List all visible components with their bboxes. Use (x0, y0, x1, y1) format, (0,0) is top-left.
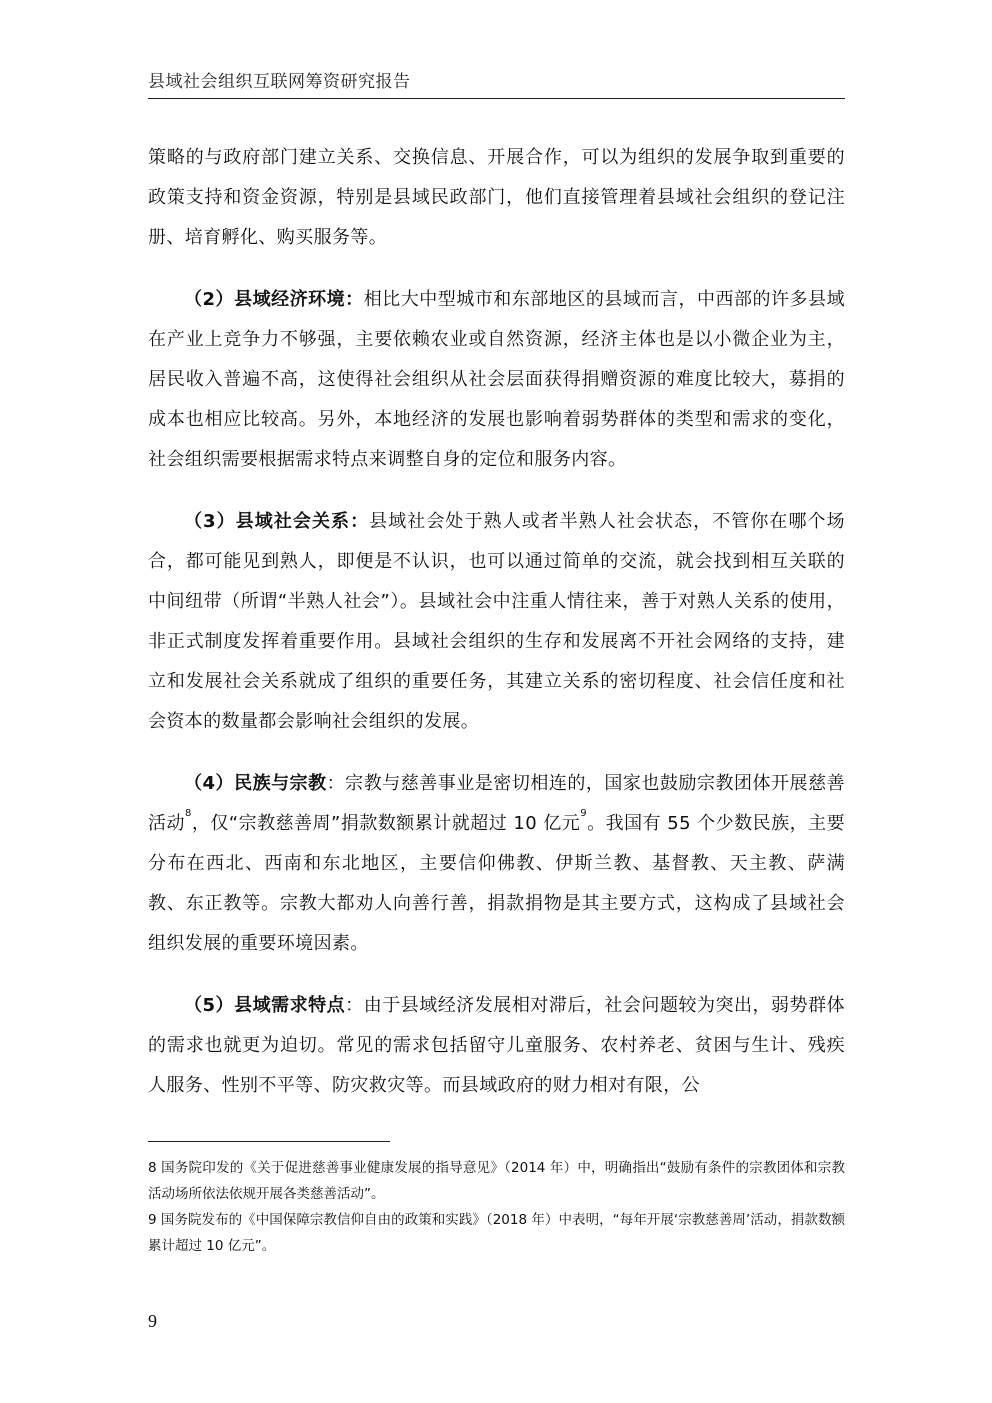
paragraph-demand-features (148, 986, 845, 1106)
footnote-ref-8[interactable]: 8 (184, 808, 192, 819)
footnotes (148, 1155, 845, 1259)
paragraph-text: ，仅“宗教慈善周”捐款数额累计就超过 10 亿元 (191, 813, 581, 834)
footnote-divider (148, 1141, 390, 1142)
body-text (148, 138, 845, 1128)
footnote-8: 8 国务院印发的《关于促进慈善事业健康发展的指导意见》（2014 年）中，明确指出“鼓励有条件的宗教团体和宗教活动场所依法依规开展各类慈善活动”。 (148, 1160, 845, 1202)
paragraph-heading: （2）县域经济环境： (184, 289, 364, 310)
paragraph-social-relations (148, 502, 845, 742)
paragraph-text: 策略的与政府部门建立关系、交换信息、开展合作，可以为组织的发展争取到重要的政策支持和资金资源，特别是县域民政部门，他们直接管理着县域社会组织的登记注册、培育孵化、购买服务等。 (148, 147, 845, 248)
paragraph-text: ：由于县域经济发展相对滞后，社会问题较为突出，弱势群体的需求也就更为迫切。常见的需求包括留守儿童服务、农村养老、贫困与生计、残疾人服务、性别不平等、防灾救灾等。而县域政府的财力相对有限，公 (148, 995, 845, 1096)
footnote-9: 9 国务院发布的《中国保障宗教信仰自由的政策和实践》（2018 年）中表明，“每年开展‘宗教慈善周’活动，捐款数额累计超过 10 亿元”。 (148, 1212, 845, 1254)
report-title: 县域社会组织互联网筹资研究报告 (148, 72, 411, 92)
paragraph-ethnicity-religion (148, 764, 845, 964)
paragraph-text: 。我国有 55 个少数民族，主要分布在西北、西南和东北地区，主要信仰佛教、伊斯兰教、基督教、天主教、萨满教、东正教等。宗教大都劝人向善行善，捐款捐物是其主要方式，这构成了县域社会组织发展的重要环境因素。 (148, 813, 845, 954)
paragraph-heading: （5）县域需求特点 (184, 995, 346, 1016)
paragraph-economic-environment (148, 280, 845, 480)
footnote-ref-9[interactable]: 9 (580, 808, 588, 819)
paragraph-text: ：宗教与慈善事业是密切相连的，国家也鼓励宗教团体开展慈善活动 (148, 773, 845, 834)
running-header (148, 70, 845, 99)
paragraph-text: 县域社会处于熟人或者半熟人社会状态，不管你在哪个场合，都可能见到熟人，即便是不认识，也可以通过简单的交流，就会找到相互关联的中间纽带（所谓“半熟人社会”）。县域社会中注重人情往来，善于对熟人关系的使用，非正式制度发挥着重要作用。县域社会组织的生存和发展离不开社会网络的支持，建立和发展社会关系就成了组织的重要任务，其建立关系的密切程度、社会信任度和社会资本的数量都会影响社会组织的发展。 (148, 511, 845, 732)
paragraph-heading: （4）民族与宗教 (184, 773, 327, 794)
paragraph-text: 相比大中型城市和东部地区的县域而言，中西部的许多县域在产业上竞争力不够强，主要依赖农业或自然资源，经济主体也是以小微企业为主，居民收入普遍不高，这使得社会组织从社会层面获得捐赠资源的难度比较大，募捐的成本也相应比较高。另外，本地经济的发展也影响着弱势群体的类型和需求的变化，社会组织需要根据需求特点来调整自身的定位和服务内容。 (148, 289, 845, 470)
paragraph-continuation (148, 138, 845, 258)
page-number: 9 (148, 1311, 157, 1331)
paragraph-heading: （3）县域社会关系： (184, 511, 370, 532)
